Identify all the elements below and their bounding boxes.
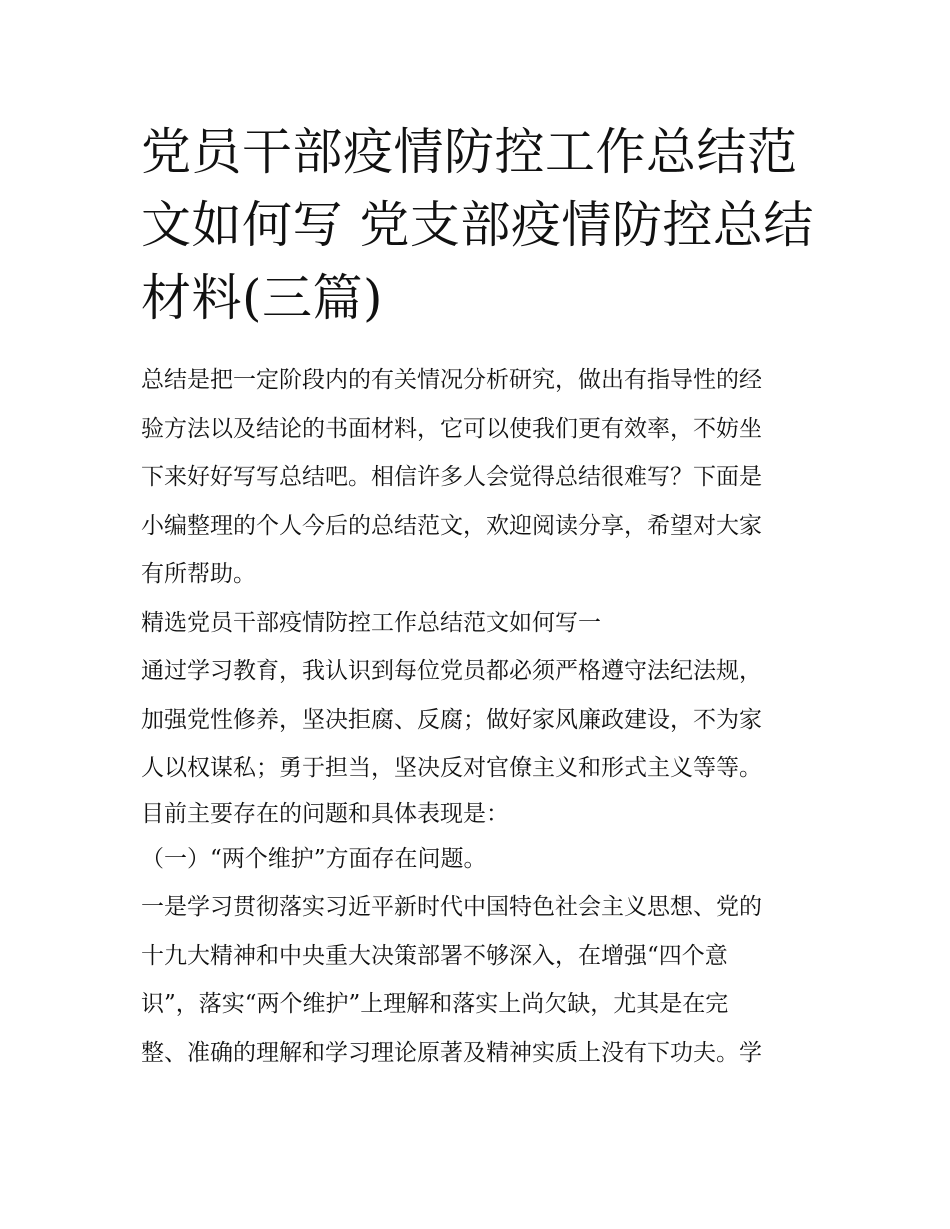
subsection-heading: （一）“两个维护”方面存在问题。 xyxy=(141,845,487,872)
body-line: 通过学习教育，我认识到每位党员都必须严格遵守法纪法规， xyxy=(141,658,762,684)
body-line: 十九大精神和中央重大决策部署不够深入，在增强“四个意 xyxy=(141,942,728,969)
body-line: 整、准确的理解和学习理论原著及精神实质上没有下功夫。学 xyxy=(141,1039,762,1066)
section-heading: 精选党员干部疫情防控工作总结范文如何写一 xyxy=(141,609,601,636)
title-line-1: 党员干部疫情防控工作总结范 xyxy=(141,123,798,181)
title-line-3: 材料(三篇) xyxy=(141,269,384,327)
body-line: 目前主要存在的问题和具体表现是： xyxy=(141,800,509,827)
body-line: 下来好好写写总结吧。相信许多人会觉得总结很难写？下面是 xyxy=(141,464,762,490)
body-line: 总结是把一定阶段内的有关情况分析研究，做出有指导性的经 xyxy=(141,367,762,393)
body-line: 一是学习贯彻落实习近平新时代中国特色社会主义思想、党的 xyxy=(141,894,762,920)
body-line: 验方法以及结论的书面材料，它可以使我们更有效率，不妨坐 xyxy=(141,415,762,442)
document-body xyxy=(141,356,821,1077)
body-line: 识”，落实“两个维护”上理解和落实上尚欠缺，尤其是在完 xyxy=(141,991,729,1017)
body-line: 小编整理的个人今后的总结范文，欢迎阅读分享，希望对大家 xyxy=(141,512,762,539)
body-line: 加强党性修养，坚决拒腐、反腐；做好家风廉政建设，不为家 xyxy=(141,706,762,733)
document-title xyxy=(141,116,821,335)
body-line: 人以权谋私；勇于担当，坚决反对官僚主义和形式主义等等。 xyxy=(141,755,762,781)
title-line-2: 文如何写 党支部疫情防控总结 xyxy=(141,196,814,254)
body-line: 有所帮助。 xyxy=(141,561,256,587)
